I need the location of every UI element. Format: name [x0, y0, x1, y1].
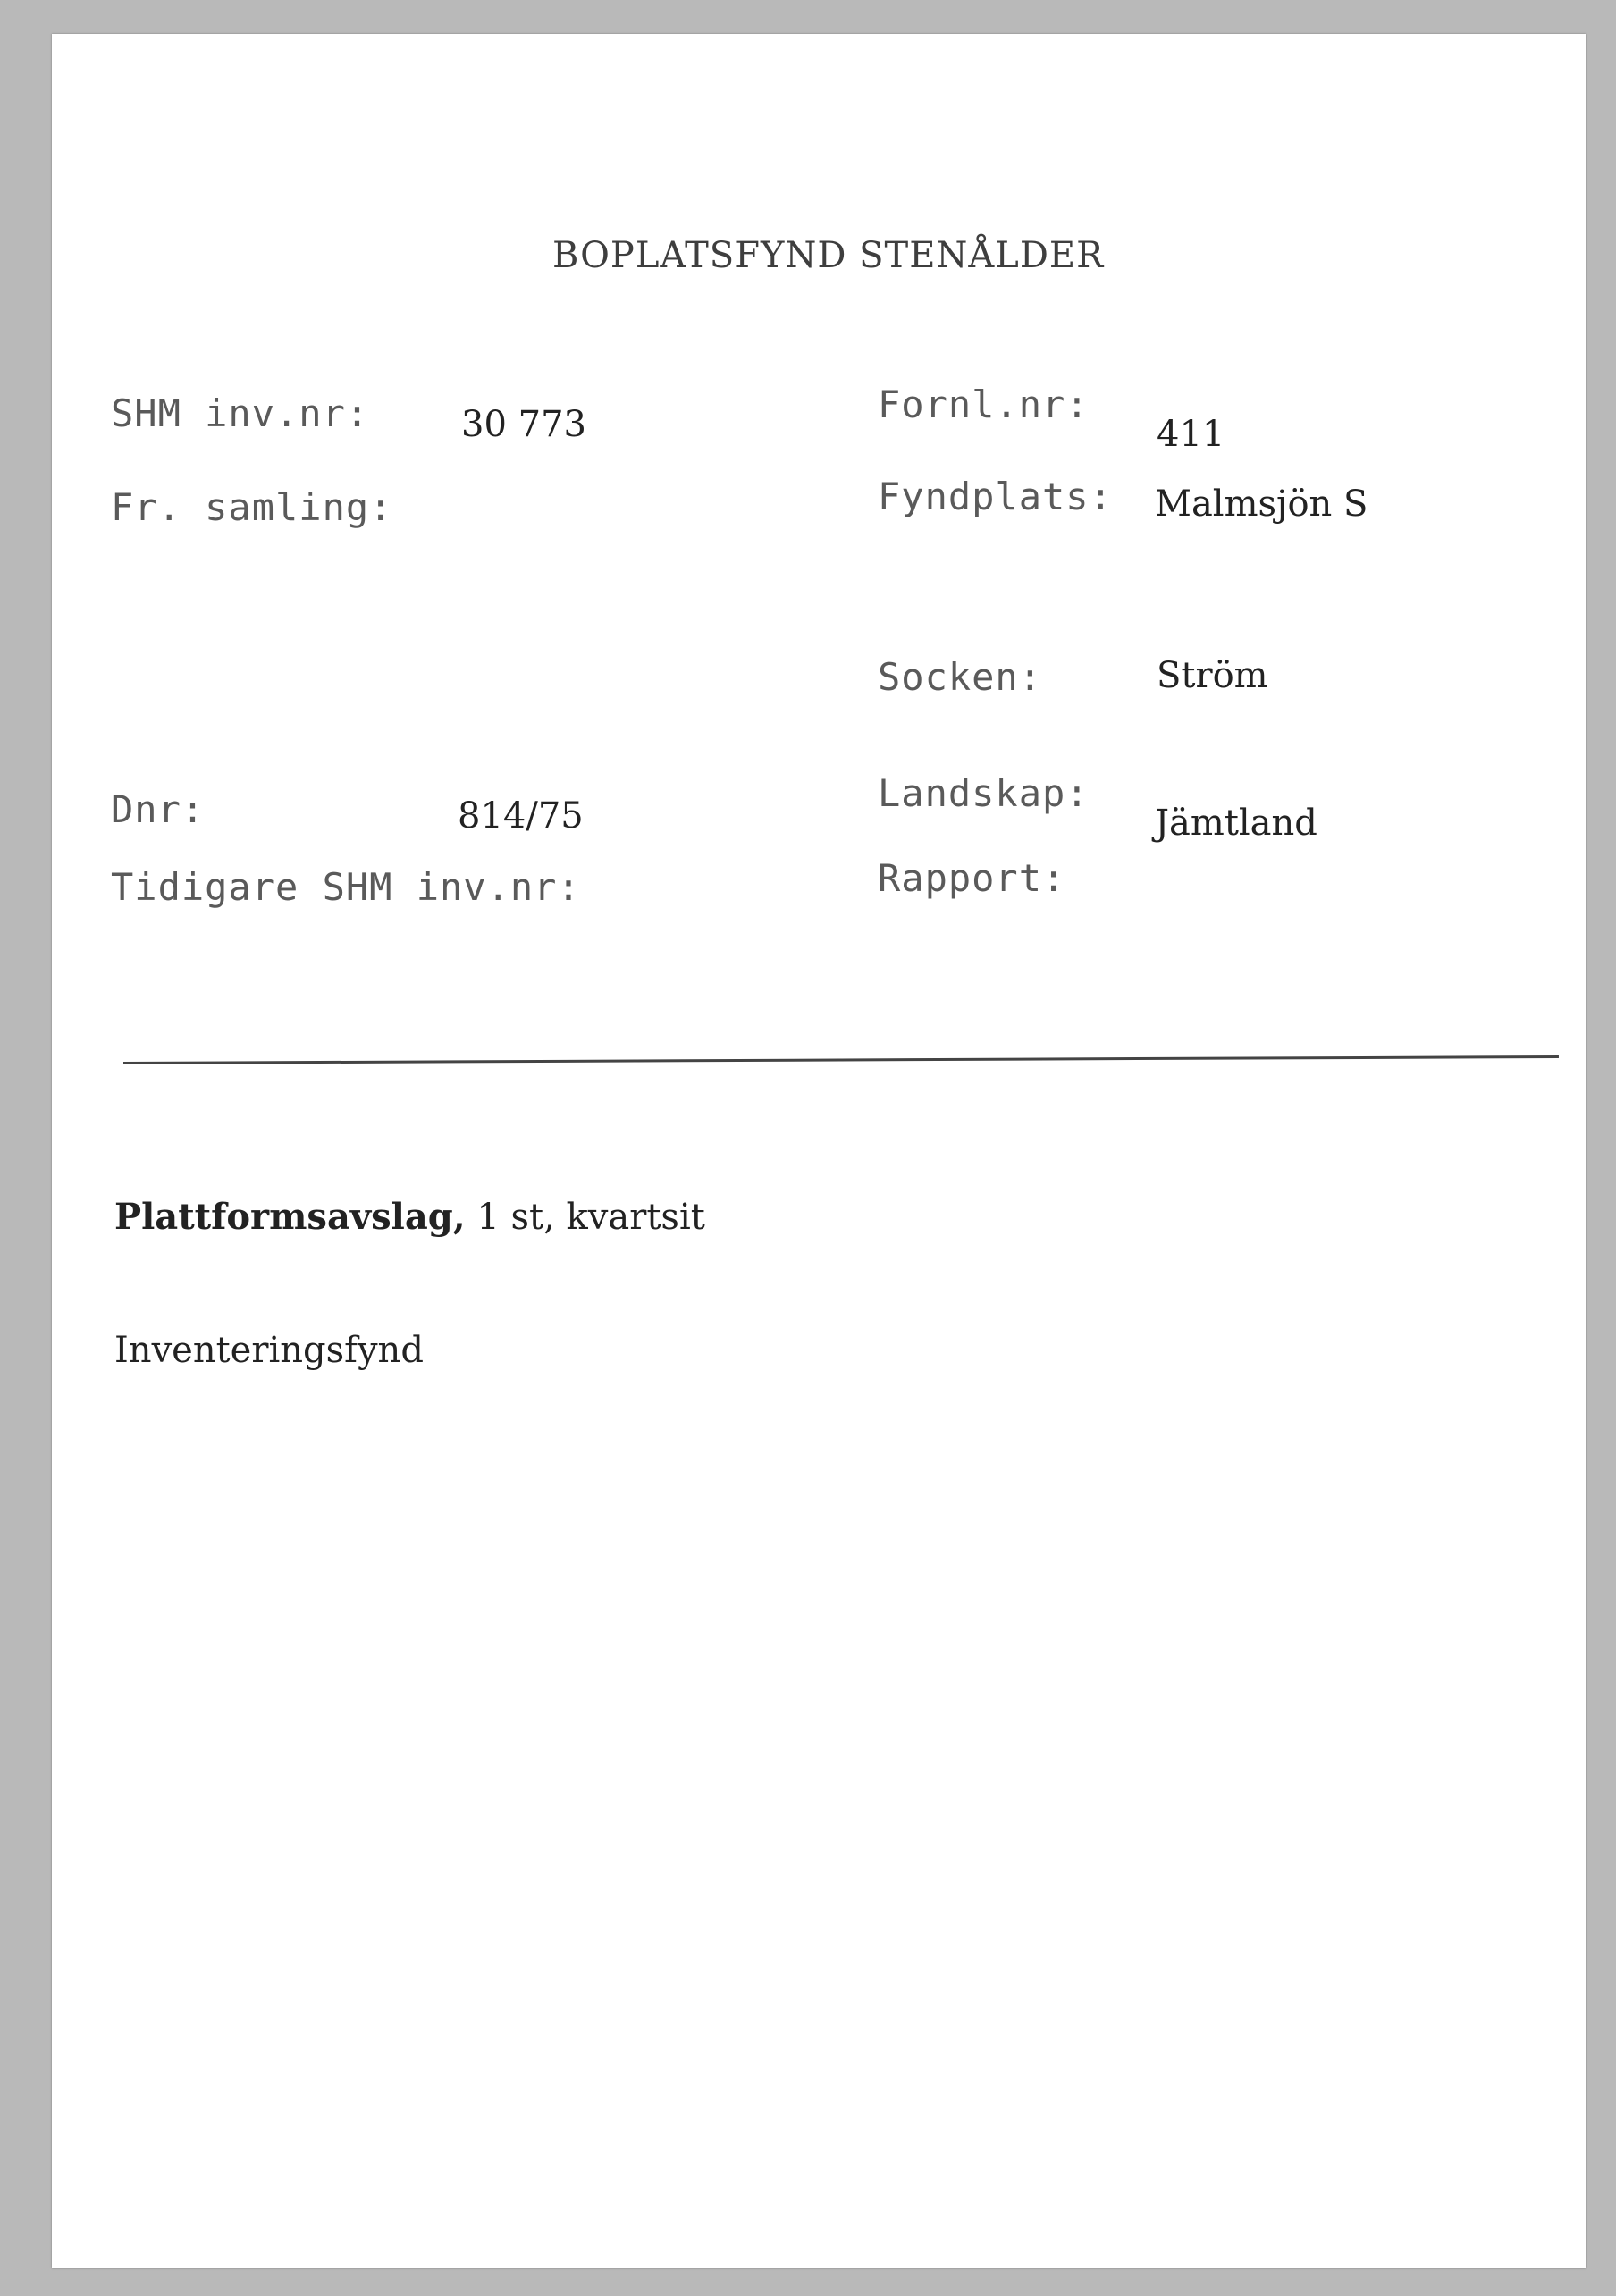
fornl-label: Fornl.nr:: [878, 383, 1090, 426]
fyndplats-label: Fyndplats:: [878, 475, 1113, 518]
fornl-value: 411: [1157, 414, 1225, 455]
socken-value: Ström: [1157, 655, 1268, 696]
landskap-label: Landskap:: [878, 771, 1090, 815]
divider-line: [123, 1055, 1559, 1064]
find-item-details: 1 st, kvartsit: [465, 1197, 705, 1238]
landskap-value: Jämtland: [1155, 803, 1317, 844]
dnr-value: 814/75: [458, 795, 584, 837]
shm-inv-label: SHM inv.nr:: [111, 391, 370, 435]
card-title: BOPLATSFYND STENÅLDER: [552, 235, 1105, 276]
rapport-label: Rapport:: [878, 856, 1066, 900]
tidigare-shm-label: Tidigare SHM inv.nr:: [111, 865, 581, 909]
fyndplats-value: Malmsjön S: [1155, 484, 1368, 525]
socken-label: Socken:: [878, 655, 1043, 699]
dnr-label: Dnr:: [111, 787, 206, 831]
catalog-card: [52, 34, 1586, 2268]
shm-inv-value: 30 773: [461, 404, 586, 445]
find-description: [114, 1196, 705, 1238]
find-item-name: Plattformsavslag,: [114, 1196, 466, 1238]
fr-samling-label: Fr. samling:: [111, 485, 393, 529]
find-note: Inventeringsfynd: [114, 1330, 424, 1371]
